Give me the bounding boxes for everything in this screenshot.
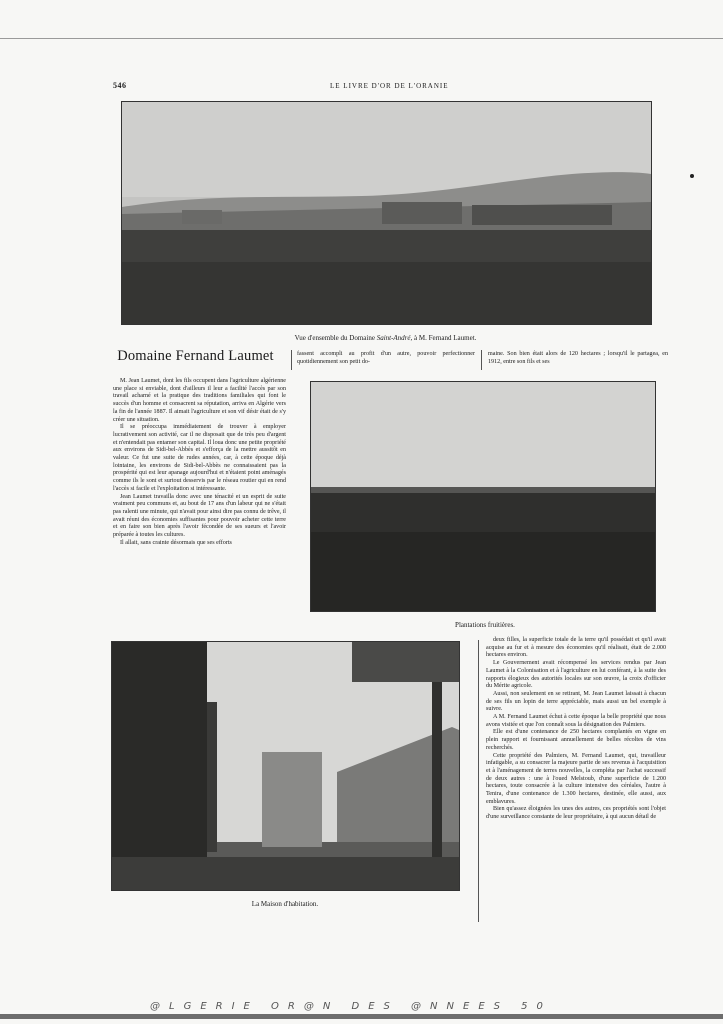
article-title: Domaine Fernand Laumet (117, 348, 274, 364)
running-head: LE LIVRE D'OR DE L'ORANIE (330, 82, 449, 90)
orchard-caption: Plantations fruitières. (455, 621, 515, 629)
article-column-3 (488, 351, 668, 366)
top-rule (0, 38, 723, 39)
overview-caption-prefix: Vue d'ensemble du Domaine (294, 334, 377, 342)
page-number: 546 (113, 81, 127, 90)
col4-paragraph-7: Bien qu'assez éloignées les unes des autres, ces propriétés sont l'objet d'une surveillance constante de leur propriétaire, à qui aucun détail de (486, 806, 666, 821)
col4-paragraph-3: Aussi, non seulement en se retirant, M. Jean Laumet laissait à chacun de ses fils un lopin de terre appréciable, mais aussi un bel exemple à suivre. (486, 690, 666, 713)
column-rule-3 (478, 640, 479, 922)
col2-text: fassent accompli au profit d'un autre, pouvoir perfectionner quotidiennement son petit do- (297, 351, 475, 365)
margin-speck (690, 174, 694, 178)
article-column-2 (297, 351, 475, 366)
col4-paragraph-2: Le Gouvernement avait récompensé les services rendus par Jean Laumet à la Colonisation et à l'agriculture en lui conférant, à la suite des rapports élogieux des autorités locales sur son œuvre, la croix d'officier du Mérite agricole. (486, 660, 666, 690)
col4-paragraph-1: deux filles, la superficie totale de la terre qu'il possédait et qu'il avait acquise au fur et à mesure des économies qu'il réalisait, était de 2.000 hectares environ. (486, 637, 666, 659)
col1-paragraph-1: M. Jean Laumet, dont les fils occupent dans l'agriculture algérienne une place si enviable, dont d'ailleurs il leur a facilité l'accès par son travail acharné et la pratique des traditions familiales qui font le succès d'un homme et consacrent sa réputation, arriva en Algérie vers la fin de l'année 1887. Il aimait l'agriculture et son vif désir était de s'y créer une situation. (113, 378, 286, 423)
col4-paragraph-5: Elle est d'une contenance de 250 hectares complantés en vigne en plein rapport et fournissant annuellement de belles récoltes de vins recherchés. (486, 729, 666, 751)
col4-paragraph-4: A M. Fernand Laumet échut à cette époque la belle propriété que nous avons visitée et que l'on connaît sous la désignation des Palmiers. (486, 714, 666, 728)
article-column-4 (486, 637, 666, 822)
orchard-photo (310, 381, 656, 612)
overview-caption-domain: Saint-André (376, 334, 411, 342)
column-rule-2 (481, 350, 482, 370)
col3-text: maine. Son bien était alors de 120 hectares ; lorsqu'il le partagea, en 1912, entre son fils et ses (488, 351, 668, 365)
overview-photo (121, 101, 652, 325)
column-rule-1 (291, 350, 292, 370)
footer-strip (0, 1014, 723, 1019)
col4-paragraph-6: Cette propriété des Palmiers, M. Fernand Laumet, qui, travailleur infatigable, a su consacrer la majeure partie de ses revenus à l'acquisition et à l'aménagement de terres nouvelles, la compléta par l'achat successif de deux autres : une à l'oued Melstoub, d'une superficie de 1.200 hectares, toute consacrée à la culture intensive des céréales, l'autre à Tenira, d'une contenance de 1.300 hectares, destinée, elle aussi, aux emblavures. (486, 752, 666, 805)
footer-watermark: @LGERIE OR@N DES @NNEES 50 (150, 1001, 552, 1012)
overview-caption-suffix: , à M. Fernand Laumet. (410, 334, 477, 342)
house-caption: La Maison d'habitation. (251, 900, 319, 908)
article-column-1 (113, 378, 286, 547)
house-photo (111, 641, 460, 891)
col1-paragraph-4: Il allait, sans crainte désormais que ses efforts (120, 539, 232, 546)
col1-paragraph-2: Il se préoccupa immédiatement de trouver à employer lucrativement son activité, car il ne disposait que de très peu d'argent et n'entendait pas entamer son capital. Il loua donc une petite propriété aux environs de Sidi-bel-Abbès et s'efforça de la mettre aussitôt en valeur. Ce fut une suite de rudes années, car, à cette époque déjà lointaine, les environs de Sidi-bel-Abbès ne connaissaient pas la prospérité qui est leur apanage aujourd'hui et n'étaient point aménagés comme ils le sont et surtout desservis par le réseau routier qui en rend l'accès si facile et l'exploitation si intéressante. (113, 424, 286, 492)
col1-paragraph-3: Jean Laumet travailla donc avec une ténacité et un esprit de suite vraiment peu communs et, au bout de 17 ans d'un labeur qui ne s'était pas ralenti une minute, qui n'avait pour ainsi dire pas connu de trêve, il avait réuni des économies suffisantes pour pouvoir acheter cette terre et en faire son bien après l'avoir fécondée de ses sueurs et l'avoir préparée à toutes les cultures. (113, 493, 286, 539)
overview-caption (121, 334, 650, 342)
